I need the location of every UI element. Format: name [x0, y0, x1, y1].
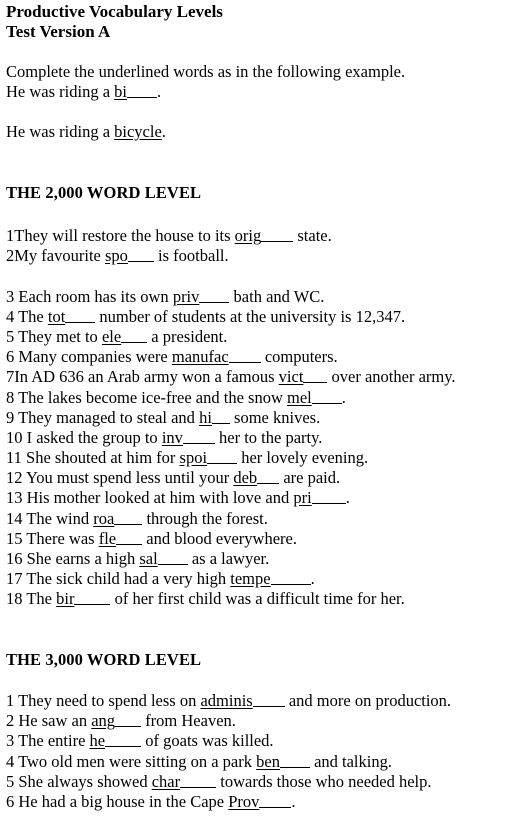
- page-subtitle: Test Version A: [6, 22, 111, 41]
- word-stem: tempe: [230, 569, 271, 589]
- answer-blank[interactable]: [253, 692, 285, 707]
- word-stem: adminis: [200, 691, 253, 710]
- instruction-text: Complete the underlined words as in the following example.: [6, 62, 406, 81]
- word-stem: bir: [56, 589, 75, 609]
- answer-blank[interactable]: [312, 389, 342, 404]
- question-item: [6, 569, 456, 589]
- question-text-after: .: [341, 387, 346, 407]
- question-number: 5: [6, 326, 15, 346]
- question-item: [6, 287, 456, 307]
- spacer: [6, 266, 456, 286]
- question-item: [6, 731, 451, 751]
- answer-blank[interactable]: [271, 570, 311, 585]
- word-stem: char: [151, 771, 181, 791]
- question-item: [6, 448, 456, 468]
- section-2000-items: [6, 226, 456, 610]
- word-stem: ang: [91, 711, 116, 731]
- section-3000-items: [6, 691, 451, 812]
- question-text-after: .: [345, 488, 350, 508]
- question-text-before: She always showed: [14, 771, 152, 791]
- question-text-before: She earns a high: [22, 549, 140, 568]
- question-item: [6, 752, 451, 772]
- question-number: 1: [6, 226, 15, 245]
- answer-blank[interactable]: [121, 328, 147, 343]
- question-item: [6, 408, 456, 428]
- question-text-before: Each room has its own: [14, 286, 173, 306]
- word-stem: tot: [47, 306, 66, 326]
- question-text-after: some knives.: [229, 407, 321, 427]
- word-stem: he: [89, 731, 106, 751]
- example-after: .: [156, 82, 162, 102]
- question-number: 13: [6, 488, 23, 508]
- word-stem: mel: [287, 387, 312, 407]
- question-text-before: Two old men were sitting on a park: [14, 751, 257, 771]
- question-item: [6, 428, 456, 448]
- example-blank: [127, 83, 157, 98]
- question-text-before: They met to: [14, 326, 102, 346]
- question-text-before: The: [14, 306, 48, 326]
- example-before: He was riding a: [6, 82, 115, 102]
- word-stem: manufac: [171, 347, 229, 367]
- example-answer-before: He was riding a: [6, 122, 115, 141]
- question-text-after: her to the party.: [214, 427, 323, 447]
- word-stem: deb: [233, 468, 258, 488]
- question-item: [6, 468, 456, 488]
- question-number: 9: [6, 407, 15, 427]
- title-block: [6, 2, 223, 42]
- question-text-before: I asked the group to: [22, 427, 162, 447]
- question-item: [6, 792, 451, 812]
- question-number: 2: [6, 711, 15, 731]
- answer-blank[interactable]: [128, 247, 154, 262]
- question-number: 16: [6, 549, 23, 568]
- answer-blank[interactable]: [180, 773, 216, 788]
- question-number: 2: [6, 246, 15, 266]
- question-number: 11: [6, 448, 22, 468]
- word-stem: spo: [104, 246, 128, 266]
- question-text-before: You must spend less until your: [22, 468, 234, 488]
- question-text-after: of goats was killed.: [141, 731, 274, 751]
- question-number: 5: [6, 771, 15, 791]
- word-stem: vict: [278, 367, 304, 387]
- question-item: [6, 388, 456, 408]
- question-item: [6, 488, 456, 508]
- word-stem: orig: [234, 226, 262, 245]
- question-item: [6, 246, 456, 266]
- question-item: [6, 226, 456, 246]
- question-text-before: They will restore the house to its: [14, 226, 235, 245]
- answer-blank[interactable]: [65, 308, 95, 323]
- section-heading-2000: THE 2,000 WORD LEVEL: [6, 183, 202, 202]
- question-text-after: through the forest.: [142, 508, 268, 528]
- answer-blank[interactable]: [312, 489, 346, 504]
- word-stem: fle: [98, 528, 117, 548]
- question-item: [6, 509, 456, 529]
- example-answer: [6, 122, 166, 142]
- word-stem: Prov: [228, 791, 260, 811]
- question-item: [6, 347, 456, 367]
- question-item: [6, 529, 456, 549]
- example-answer-after: .: [161, 122, 166, 141]
- question-text-before: His mother looked at him with love and: [22, 488, 294, 508]
- question-number: 10: [6, 427, 23, 447]
- question-text-before: He saw an: [14, 711, 92, 731]
- question-item: [6, 327, 456, 347]
- question-item: [6, 367, 456, 387]
- word-stem: spoi: [179, 448, 208, 468]
- answer-blank[interactable]: [207, 449, 237, 464]
- answer-blank[interactable]: [116, 530, 142, 545]
- question-text-after: as a lawyer.: [187, 549, 270, 568]
- question-text-after: towards those who needed help.: [216, 771, 432, 791]
- question-text-after: is football.: [153, 246, 229, 266]
- question-number: 8: [6, 387, 15, 407]
- answer-blank[interactable]: [105, 732, 141, 747]
- word-stem: roa: [93, 508, 115, 528]
- example-sentence: [6, 82, 405, 102]
- example-stem: bi: [114, 82, 127, 102]
- word-stem: sal: [139, 549, 158, 568]
- answer-blank[interactable]: [115, 712, 141, 727]
- question-text-before: The lakes become ice-free and the snow: [14, 387, 287, 407]
- question-item: [6, 549, 456, 569]
- question-text-after: and more on production.: [284, 691, 452, 710]
- question-number: 15: [6, 528, 23, 548]
- answer-blank[interactable]: [257, 469, 279, 484]
- answer-blank[interactable]: [212, 409, 230, 424]
- question-number: 1: [6, 691, 15, 710]
- word-stem: inv: [161, 427, 183, 447]
- question-item: [6, 307, 456, 327]
- question-number: 12: [6, 468, 23, 488]
- question-number: 18: [6, 589, 23, 609]
- answer-blank[interactable]: [303, 368, 327, 383]
- answer-blank[interactable]: [199, 288, 229, 303]
- question-number: 3: [6, 731, 15, 751]
- question-number: 3: [6, 286, 15, 306]
- answer-blank[interactable]: [280, 753, 310, 768]
- question-text-before: In AD 636 an Arab army won a famous: [14, 367, 279, 387]
- page-title: Productive Vocabulary Levels: [6, 2, 223, 21]
- question-text-before: The wind: [22, 508, 94, 528]
- question-number: 6: [6, 791, 15, 811]
- question-item: [6, 772, 451, 792]
- question-text-after: state.: [293, 226, 332, 245]
- answer-blank[interactable]: [114, 510, 142, 525]
- answer-blank[interactable]: [229, 348, 261, 363]
- question-text-after: are paid.: [279, 468, 341, 488]
- question-text-before: There was: [22, 528, 99, 548]
- question-text-after: from Heaven.: [141, 711, 236, 731]
- question-text-before: She shouted at him for: [21, 448, 180, 468]
- question-text-after: .: [310, 569, 315, 589]
- question-text-after: .: [291, 791, 296, 811]
- question-text-after: and talking.: [309, 751, 392, 771]
- question-item: [6, 711, 451, 731]
- question-text-before: The sick child had a very high: [22, 569, 231, 589]
- question-text-after: her lovely evening.: [237, 448, 369, 468]
- question-number: 4: [6, 751, 15, 771]
- answer-blank[interactable]: [259, 793, 291, 808]
- word-stem: hi: [199, 407, 212, 427]
- question-number: 7: [6, 367, 15, 387]
- question-text-before: The entire: [14, 731, 90, 751]
- question-item: [6, 691, 451, 711]
- answer-blank[interactable]: [261, 227, 293, 242]
- answer-blank[interactable]: [74, 590, 110, 605]
- word-stem: ele: [101, 326, 122, 346]
- word-stem: ben: [256, 751, 280, 771]
- answer-blank[interactable]: [183, 429, 215, 444]
- question-text-before: They managed to steal and: [14, 407, 200, 427]
- question-number: 6: [6, 347, 15, 367]
- question-text-before: My favourite: [14, 246, 105, 266]
- question-text-after: a president.: [147, 326, 228, 346]
- question-text-before: The: [22, 589, 57, 609]
- question-text-after: of her first child was a difficult time for her.: [110, 589, 405, 609]
- question-text-after: bath and WC.: [229, 286, 325, 306]
- question-number: 4: [6, 306, 15, 326]
- question-text-after: number of students at the university is 12,347.: [95, 306, 406, 326]
- question-text-before: They need to spend less on: [14, 691, 201, 710]
- question-item: [6, 589, 456, 609]
- example-answer-word: bicycle: [114, 122, 162, 141]
- question-text-after: computers.: [260, 347, 338, 367]
- question-text-before: He had a big house in the Cape: [14, 791, 229, 811]
- question-text-after: and blood everywhere.: [142, 528, 297, 548]
- question-number: 17: [6, 569, 23, 589]
- section-heading-3000: THE 3,000 WORD LEVEL: [6, 650, 202, 669]
- question-text-after: over another army.: [327, 367, 456, 387]
- answer-blank[interactable]: [158, 550, 188, 565]
- instructions: [6, 62, 405, 102]
- question-number: 14: [6, 508, 23, 528]
- word-stem: priv: [172, 286, 200, 306]
- word-stem: pri: [293, 488, 312, 508]
- question-text-before: Many companies were: [14, 347, 172, 367]
